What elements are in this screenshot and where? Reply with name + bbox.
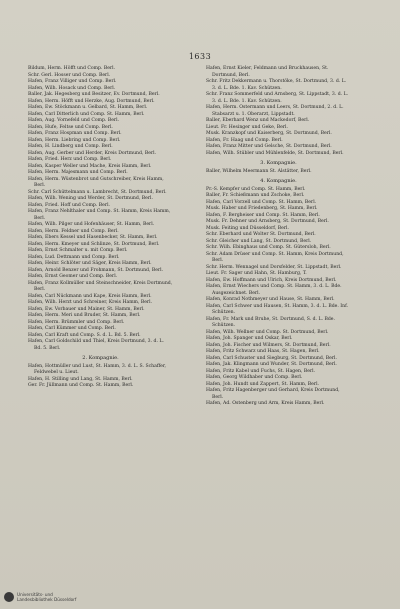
list-item: Bildum, Herm. Höfft und Comp. Berl. [28, 66, 116, 71]
list-item: Hafen, Ew. Vorbauer und Mainer, St. Hamm, Berl. [28, 306, 145, 312]
left-section-heading: 2. Kompagnie. [82, 355, 119, 361]
list-item: Schr. Herm. Wennagel und Dorsfelder, St. Lippstadt, Berl. [206, 264, 342, 270]
list-item: Schr. Adam Drüser und Comp. St. Hamm, Kreis Dortmund, Berl. [206, 251, 344, 263]
list-item: Schr. Gerl. Hosser und Comp. Berl. [28, 72, 111, 78]
list-item: Hafen, Hottmüller und Lust, St. Hamm, 3. d. L. S. Schaffer, Feldwebel u. Lieut. [28, 363, 167, 375]
list-item: Hafen, Ernst Wiechers und Comp. St. Hamm, 3. d. L. Bde. Ausgezeichnet. Berl. [206, 284, 342, 296]
list-item: Pr.-S. Kempfer und Comp. St. Hamm, Berl. [206, 186, 306, 192]
footer-line-2: Landesbibliothek Düsseldorf [17, 597, 77, 602]
list-item: Hafen, Franz Kollmüller und Steinschneider, Kreis Dortmund, Berl. [28, 280, 173, 292]
list-item: Hafen, Carl Schuster und Siegburg, St. Dortmund, Berl. [206, 355, 337, 361]
list-item: Hafen, Aug. Gerber und Herder, Kreis Dortmund, Berl. [28, 150, 157, 156]
list-item: Hafen, H. Lindberg und Comp. Berl. [28, 144, 113, 149]
list-item: Lieut. Fr. Hesinger und Geke, Berl. [206, 124, 288, 130]
list-item: Hafen, Georg Wildhaber und Comp. Berl. [206, 375, 303, 380]
page-number: 1633 [188, 52, 212, 61]
list-item: Hafen, Herm. Höfft und Herzke, Aug. Dortmund, Berl. [28, 98, 155, 104]
list-item: Musk. Feiting und Düsseldorf, Berl. [206, 225, 289, 231]
list-item: Hafen, Carl Kümmer und Comp. Berl. [28, 326, 116, 331]
left-column [28, 66, 173, 390]
list-item: Hafen, Herm. Kmeyer und Schlinze, St. Dortmund, Berl. [28, 241, 160, 247]
list-item: Hafen, Carl Nückmann und Kape, Kreis Hamm, Berl. [28, 293, 152, 299]
list-item: Hafen, Franz Hospman und Comp. Berl. [28, 131, 122, 136]
list-item: Hafen, Carl Vorzell und Comp. St. Hamm, Berl. [206, 199, 317, 205]
list-item: Hafen, Wilh. Wening und Werder, St. Dortmund, Berl. [28, 196, 153, 201]
list-item: Hafen, Heinr. Schlöter und Säger, Kreis Hamm, Berl. [28, 261, 152, 266]
list-item: Hafen, H. Stilling und Lang, St. Hamm, Berl. [28, 376, 133, 382]
list-item: Hafen, Carl Schwer und Hausen, St. Hamm, 3. d. L. Bde. Inf. Schützen. [206, 303, 349, 315]
list-item: Hafen, Wilh. Stübler und Mühlenfelde, St. Dortmund, Berl. [206, 150, 344, 156]
left-entries-list-2 [28, 364, 173, 390]
list-item: Hafen, Fr. Mark und Bruhe, St. Dortmund, S. d. L. Bde. Schützen. [206, 316, 335, 328]
list-item: Baller, Jak. Hegesberg und Besitzer, Ev. Dortmund, Berl. [28, 92, 160, 97]
list-item: Hafen, Fritz Schwarz und Haas, St. Hagen, Berl. [206, 349, 320, 354]
list-item: Hafen, Fritz Hagenberger und Gerhard, Kreis Dortmund, Berl. [206, 388, 340, 400]
list-item: Schr. Fritz Dekkermann u. Thorstöke, St. Dortmund, 3. d. L. 3. d. L. Bde. 1. Kav. Schützen. [206, 79, 347, 91]
footer-line-1: Universitäts- und [17, 592, 53, 597]
right-column [206, 66, 351, 408]
list-item: Hafen, Herm. Meri und Bruder, St. Hamm, Berl. [28, 313, 141, 318]
list-item: Baller, Wilhelm Meermann St. Alstätter, Berl. [206, 168, 312, 174]
list-item: Schr. Wilh. Ebinghaus und Comp. St. Gütersloh, Berl. [206, 245, 331, 250]
list-item: Hafen, Fr. Haag und Comp. Berl. [206, 137, 283, 143]
list-item: Schr. Gleicher und Lang, St. Dortmund, Berl. [206, 238, 312, 244]
list-item: Hafen, Arnold Benzer und Frohmann, St. Dortmund, Berl. [28, 267, 164, 273]
list-item: Baller, Fr. Schießmann und Zschoke, Berl. [206, 193, 305, 198]
list-item: Hafen, Herm. Brümmler und Comp. Berl. [28, 319, 125, 325]
list-item: Hafen, Fried. Herz und Comp. Berl. [28, 157, 112, 162]
left-entries-list [28, 66, 173, 352]
list-item: Schr. Carl Schüttelmann u. Lambrecht, St. Dortmund, Berl. [28, 189, 167, 195]
list-item: Musk. Fr. Dehner und Arnsberg, St. Dortmund, Berl. [206, 219, 329, 224]
list-item: Hafen, Aug. Vornefeld und Comp. Berl. [28, 118, 120, 123]
library-logo-icon [4, 592, 14, 602]
list-item: Hafen, Herm. Feldner und Comp. Berl. [28, 228, 119, 234]
list-item: Hafen, Konrad Nothmeyer und Hause, St. Hamm, Berl. [206, 297, 335, 302]
list-item: Hafen, Ernst Schmalter u. mit Comp. Berl. [28, 248, 128, 253]
list-item: Hafen, Carl Ditterlich und Comp. St. Hamm, Berl. [28, 111, 145, 117]
right-entries-list-2 [206, 187, 351, 408]
list-item: Ger. Fr. Jüllmann und Comp. St. Hamm, Berl. [28, 383, 134, 388]
list-item: Hafen, Ebers Kessel und Hasenbecker, St. Hamm, Berl. [28, 235, 158, 240]
list-item: Hafen, Herm. Wüstenbrot und Gutschreiber, Kreis Hamm, Berl. [28, 176, 164, 188]
list-item: Hafen, Herm. Liebring und Comp. Berl. [28, 137, 121, 143]
right-section-heading-1: 3. Kompagnie. [260, 160, 297, 166]
right-section-heading-2: 4. Kompagnie. [260, 178, 297, 184]
list-item: Hafen, Wilh. Herzt und Schreiner, Kreis Hamm, Berl. [28, 300, 153, 305]
list-item: Hafen, Lud. Dettmann und Comp. Berl. [28, 254, 120, 260]
list-item: Hafen, Herm. Majesmann und Comp. Berl. [28, 170, 128, 175]
list-item: Hafen, Carl Kraft und Comp. S. d. L. Bd. 5. Berl. [28, 332, 141, 338]
list-item: Hafen, F. Bergheiser und Comp. St. Hamm, Berl. [206, 212, 320, 218]
list-item: Schr. Franz Sommerfeld und Arnsberg, St. Lippstadt, 3. d. L. 3. d. L. Bde. 1. Kav. Schützen. [206, 92, 349, 104]
list-item: Hafen, Joh. Fischer und Wilmers, St. Dortmund, Berl. [206, 342, 331, 348]
list-item: Hafen, Kasper Weller und Mache, Kreis Hamm, Berl. [28, 163, 152, 169]
list-item: Hafen, Fried. Hoff und Comp. Berl. [28, 202, 111, 208]
list-item: Hafen, Hufe, Feltse und Comp. Berl. [28, 124, 113, 130]
list-item: Hafen, Ew. Stöckmann u. Gelbard, St. Hamm, Berl. [28, 105, 148, 110]
right-entries-list [206, 66, 351, 157]
list-item: Hafen, Joh. Spanger und Oskar, Berl. [206, 336, 293, 341]
list-item: Schr. Eberhard und Wolter St. Dortmund, Berl. [206, 232, 316, 237]
list-item: Hafen, Fritz Kabel und Fuchs, St. Hagen, Berl. [206, 368, 316, 374]
list-item: Hafen, Ernst Kieler, Feldmann und Bruckhausen, St. Dortmund, Berl. [206, 66, 329, 78]
list-item: Lieut. Fr. Sager und Hahn, St. Hamburg, T. [206, 271, 307, 276]
list-item: Hafen, Herm. Ostermann und Leers, St. Dortmund, 2. d. L. Stabsarzt u. 1. Oberarzt, Lippstadt. [206, 105, 344, 117]
list-item: Hafen, Ew. Hoffmann und Ulrich, Kreis Dortmund, Berl. [206, 277, 337, 283]
list-item: Hafen, Wilh. Hosack und Comp. Berl. [28, 85, 116, 91]
list-item: Hafen, Jak. Klingmann und Wunder, St. Dortmund, Berl. [206, 362, 337, 367]
list-item: Hafen, Franz Villiger und Comp. Berl. [28, 79, 117, 84]
list-item: Hafen, Ad. Ostenberg und Arm, Kreis Hamm, Berl. [206, 401, 325, 406]
list-item: Hafen, Joh. Hundt und Zappert, St. Hamm, Berl. [206, 381, 320, 387]
list-item: Hafen, Wilh. Wellner und Comp. St. Dortmund, Berl. [206, 329, 329, 335]
footer-credit [17, 592, 76, 602]
list-item: Hafen, Wilh. Pilger und Hofenhäuser, St. Hamm, Berl. [28, 222, 155, 227]
list-item: Musk. Haber und Friedenberg, St. Hamm, Berl. [206, 206, 318, 211]
list-item: Hafen, Ernst Geomer und Comp. Berl. [28, 274, 118, 279]
list-item: Hafen, Franz Nehlthaler und Comp. St. Hamm, Kreis Hamm, Berl. [28, 209, 171, 221]
list-item: Hafen, Carl Goldschild und Thiel, Kreis Dortmund, 3. d. L. Bd. 5. Berl. [28, 339, 164, 351]
list-item: Musk. Kranzkopf und Kaiserberg, St. Dortmund, Berl. [206, 131, 332, 136]
list-item: Hafen, Franz Mitter und Gelsche, St. Dortmund, Berl. [206, 144, 332, 149]
list-item: Baller, Eberhard Wenz und Mackedorf, Berl. [206, 118, 310, 123]
